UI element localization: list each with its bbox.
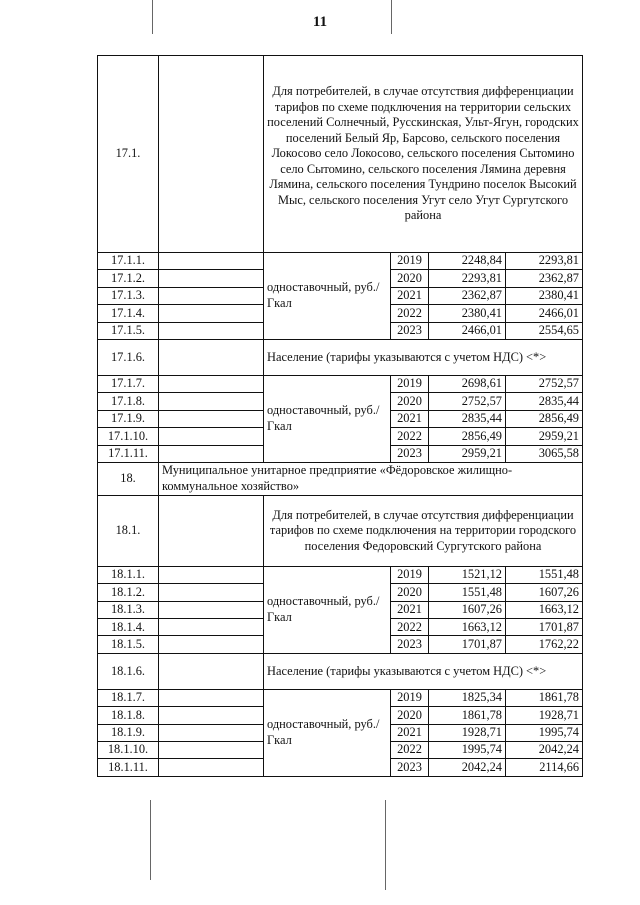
scan-mark: [385, 800, 386, 890]
tariff-value: 2959,21: [429, 445, 506, 462]
table-row: [98, 339, 583, 375]
tariff-value: 2380,41: [429, 305, 506, 322]
tariff-value: 1762,22: [506, 636, 583, 653]
tariff-value: 2042,24: [429, 759, 506, 776]
tariff-value: 1701,87: [506, 619, 583, 636]
tariff-value: 1551,48: [506, 566, 583, 583]
section-heading: Для потребителей, в случае отсутствия дифференциации тарифов по схеме подключения на территории городского поселения Федоровский Сургутского района: [264, 495, 583, 566]
population-label: Население (тарифы указываются с учетом НДС) <*>: [264, 653, 583, 689]
table-row: [98, 689, 583, 706]
row-number: 18.: [98, 462, 159, 495]
row-number: 18.1.9.: [98, 724, 159, 741]
tariff-value: 2835,44: [429, 410, 506, 427]
row-number: 18.1.1.: [98, 566, 159, 583]
year-cell: 2023: [391, 445, 429, 462]
year-cell: 2022: [391, 305, 429, 322]
year-cell: 2022: [391, 619, 429, 636]
row-number: 18.1.8.: [98, 707, 159, 724]
tariff-value: 1861,78: [429, 707, 506, 724]
year-cell: 2023: [391, 759, 429, 776]
row-number: 17.1.8.: [98, 393, 159, 410]
tariff-value: 1607,26: [506, 584, 583, 601]
table-row: [98, 253, 583, 270]
tariff-value: 2248,84: [429, 253, 506, 270]
tariff-value: 2293,81: [506, 253, 583, 270]
row-number: 18.1.7.: [98, 689, 159, 706]
year-cell: 2019: [391, 253, 429, 270]
row-number: 18.1.4.: [98, 619, 159, 636]
year-cell: 2022: [391, 742, 429, 759]
tariff-value: 1995,74: [506, 724, 583, 741]
tariff-value: 2466,01: [506, 305, 583, 322]
row-number: 18.1.11.: [98, 759, 159, 776]
row-number: 17.1.7.: [98, 375, 159, 392]
year-cell: 2020: [391, 393, 429, 410]
tariff-value: 1663,12: [506, 601, 583, 618]
year-cell: 2019: [391, 375, 429, 392]
year-cell: 2020: [391, 707, 429, 724]
tariff-value: 1521,12: [429, 566, 506, 583]
unit-cell: одноставочный, руб./Гкал: [264, 689, 391, 776]
row-number: 17.1.: [98, 56, 159, 253]
row-number: 18.1.6.: [98, 653, 159, 689]
tariff-value: 2362,87: [429, 287, 506, 304]
year-cell: 2019: [391, 689, 429, 706]
table-row: [98, 495, 583, 566]
row-number: 17.1.4.: [98, 305, 159, 322]
row-number: 18.1.5.: [98, 636, 159, 653]
table-row: [98, 375, 583, 392]
year-cell: 2023: [391, 636, 429, 653]
tariff-value: 1928,71: [506, 707, 583, 724]
year-cell: 2022: [391, 428, 429, 445]
tariff-value: 2959,21: [506, 428, 583, 445]
tariff-value: 2752,57: [506, 375, 583, 392]
year-cell: 2020: [391, 270, 429, 287]
tariff-value: 1825,34: [429, 689, 506, 706]
unit-cell: одноставочный, руб./Гкал: [264, 253, 391, 340]
tariff-value: 2554,65: [506, 322, 583, 339]
tariff-value: 2856,49: [506, 410, 583, 427]
year-cell: 2020: [391, 584, 429, 601]
tariff-value: 1701,87: [429, 636, 506, 653]
row-number: 17.1.1.: [98, 253, 159, 270]
row-number: 18.1.2.: [98, 584, 159, 601]
row-number: 18.1.10.: [98, 742, 159, 759]
tariff-value: 1995,74: [429, 742, 506, 759]
tariff-value: 2698,61: [429, 375, 506, 392]
row-number: 17.1.2.: [98, 270, 159, 287]
tariff-value: 2114,66: [506, 759, 583, 776]
year-cell: 2023: [391, 322, 429, 339]
row-number: 18.1.: [98, 495, 159, 566]
section-heading: Для потребителей, в случае отсутствия дифференциации тарифов по схеме подключения на территории сельских поселений Солнечный, Русскинская, Ульт-Ягун, городских поселений Белый Яр, Барсово, сельского поселения Локосово село Локосово, сельского поселения Сытомино село Сытомино, сельского поселения Лямина деревня Лямина, сельского поселения Тундрино поселок Высокий Мыс, сельского поселения Угут село Угут Сургутского района: [264, 56, 583, 253]
tariff-value: 1928,71: [429, 724, 506, 741]
year-cell: 2021: [391, 287, 429, 304]
tariff-value: 2362,87: [506, 270, 583, 287]
row-number: 17.1.3.: [98, 287, 159, 304]
tariff-value: 2752,57: [429, 393, 506, 410]
row-number: 17.1.11.: [98, 445, 159, 462]
tariff-value: 2856,49: [429, 428, 506, 445]
unit-cell: одноставочный, руб./Гкал: [264, 375, 391, 462]
row-number: 17.1.5.: [98, 322, 159, 339]
tariff-value: 2380,41: [506, 287, 583, 304]
tariff-value: 1607,26: [429, 601, 506, 618]
year-cell: 2021: [391, 601, 429, 618]
row-number: 18.1.3.: [98, 601, 159, 618]
tariff-value: 2835,44: [506, 393, 583, 410]
row-number: 17.1.10.: [98, 428, 159, 445]
table-row: [98, 566, 583, 583]
tariff-value: 1861,78: [506, 689, 583, 706]
tariff-value: 2293,81: [429, 270, 506, 287]
table-row: [98, 56, 583, 253]
year-cell: 2019: [391, 566, 429, 583]
year-cell: 2021: [391, 724, 429, 741]
tariff-value: 2466,01: [429, 322, 506, 339]
unit-cell: одноставочный, руб./Гкал: [264, 566, 391, 653]
tariff-value: 3065,58: [506, 445, 583, 462]
year-cell: 2021: [391, 410, 429, 427]
scan-mark: [150, 800, 151, 880]
page-number: 11: [312, 14, 328, 30]
row-number: 17.1.9.: [98, 410, 159, 427]
row-number: 17.1.6.: [98, 339, 159, 375]
tariff-value: 2042,24: [506, 742, 583, 759]
tariff-table: [97, 55, 583, 777]
tariff-value: 1663,12: [429, 619, 506, 636]
population-label: Население (тарифы указываются с учетом НДС) <*>: [264, 339, 583, 375]
table-row: [98, 653, 583, 689]
organization-name: Муниципальное унитарное предприятие «Фёдоровское жилищно-коммунальное хозяйство»: [159, 462, 583, 495]
table-row: [98, 462, 583, 495]
tariff-value: 1551,48: [429, 584, 506, 601]
